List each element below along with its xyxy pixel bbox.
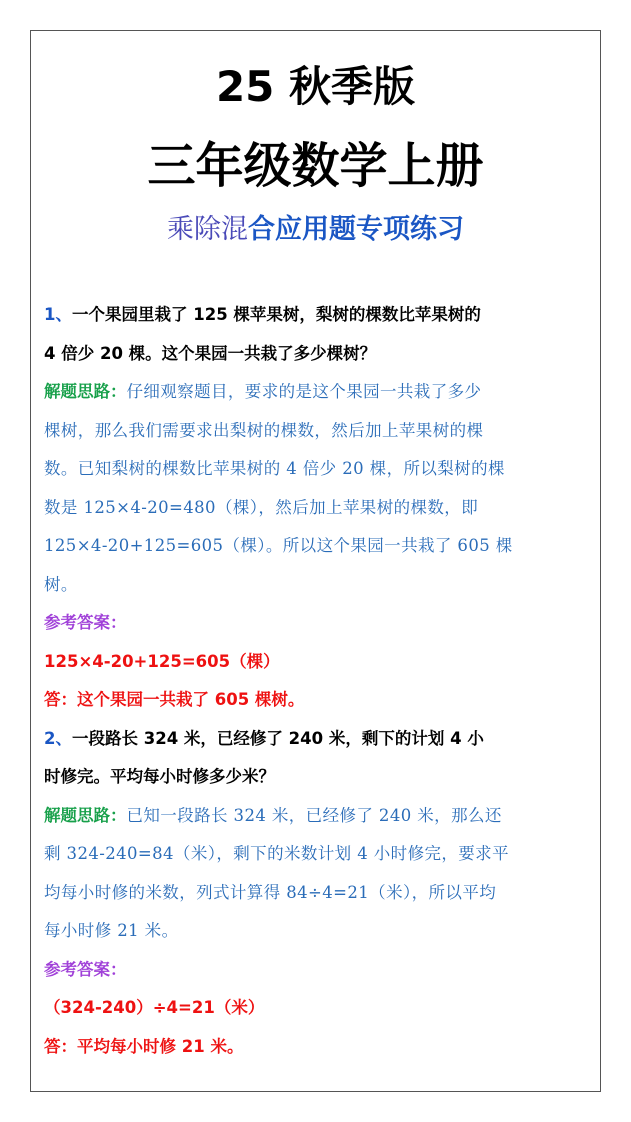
question-text: 一个果园里栽了 125 棵苹果树，梨树的棵数比苹果树的: [71, 305, 481, 324]
solution-2-line-4: 每小时修 21 米。: [44, 921, 179, 940]
solution-2-line-1: [44, 797, 589, 836]
reference-label-2: 参考答案：: [44, 959, 127, 979]
solution-2-line-2: 剩 324-240=84（米），剩下的米数计划 4 小时修完，要求平: [44, 844, 509, 863]
problem-number-sep: 、: [55, 305, 72, 324]
question-2-line-2: 时修完。平均每小时修多少米？: [44, 767, 275, 786]
solution-1-line-1: [44, 373, 589, 412]
solution-label: 解题思路：: [44, 382, 127, 401]
subtitle: [30, 210, 601, 250]
title-edition: 25 秋季版: [215, 62, 416, 111]
problem-number: 2: [44, 728, 56, 748]
solution-label: 解题思路：: [44, 805, 127, 825]
answer-2-statement: 答：平均每小时修 21 米。: [44, 1036, 244, 1056]
title-grade-subject: 三年级数学上册: [147, 138, 484, 194]
solution-text: 已知一段路长 324 米，已经修了 240 米，那么还: [126, 805, 502, 825]
problem-number-sep: 、: [55, 728, 72, 748]
reference-label-1: 参考答案：: [44, 613, 127, 632]
solution-1-line-5: 125×4-20+125=605（棵）。所以这个果园一共栽了 605 棵: [44, 536, 513, 555]
subtitle-part-b: 合应用题专项练习: [248, 214, 464, 245]
solution-1-line-4: 数是 125×4-20=480（棵），然后加上苹果树的棵数，即: [44, 497, 479, 517]
subtitle-part-a: 乘除混: [167, 214, 248, 245]
solution-1-line-6: 树。: [44, 574, 78, 594]
solution-text: 仔细观察题目，要求的是这个果园一共栽了多少: [126, 382, 482, 401]
question-1-line-1: [44, 296, 589, 335]
solution-1-line-3: 数。已知梨树的棵数比苹果树的 4 倍少 20 棵，所以梨树的棵: [44, 459, 505, 478]
answer-2-equation: （324-240）÷4=21（米）: [44, 998, 265, 1017]
problem-number: 1: [44, 305, 56, 324]
question-1-line-2: 4 倍少 20 棵。这个果园一共栽了多少棵树？: [44, 343, 377, 363]
problem-list: [44, 296, 589, 1066]
question-2-line-1: [44, 720, 589, 759]
solution-2-line-3: 均每小时修的米数，列式计算得 84÷4=21（米），所以平均: [44, 882, 497, 902]
question-text: 一段路长 324 米，已经修了 240 米，剩下的计划 4 小: [71, 728, 484, 748]
answer-1-equation: 125×4-20+125=605（棵）: [44, 651, 280, 671]
solution-1-line-2: 棵树，那么我们需要求出梨树的棵数，然后加上苹果树的棵: [44, 420, 484, 440]
answer-1-statement: 答：这个果园一共栽了 605 棵树。: [44, 690, 305, 709]
